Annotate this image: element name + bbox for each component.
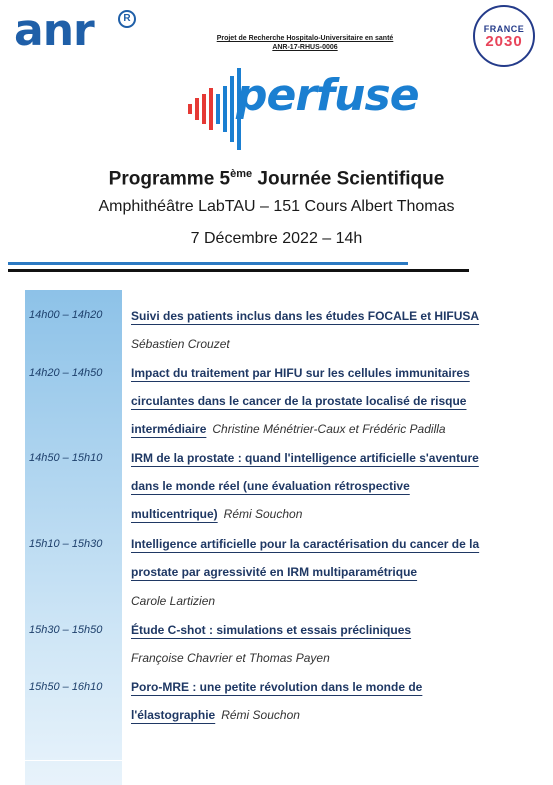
slot-title-line: Étude C-shot : simulations et essais précliniques (131, 623, 412, 637)
program-title-suffix: Journée Scientifique (252, 168, 445, 190)
perfuse-logo (186, 68, 419, 150)
slot-title-line: l'élastographie (131, 708, 216, 722)
divider-blue (8, 262, 408, 265)
slot-title (131, 444, 526, 528)
slot-title-line: multicentrique) (131, 507, 218, 521)
slot-title-line: intermédiaire (131, 422, 207, 436)
slot-title-line: dans le monde réel (une évaluation rétrospective (131, 479, 410, 493)
anr-logo-text: anr (14, 5, 94, 56)
slot-time: 14h20 – 14h50 (29, 367, 103, 379)
event-date: 7 Décembre 2022 – 14h (190, 230, 363, 247)
program-title (0, 168, 553, 190)
slot-time: 14h50 – 15h10 (29, 452, 103, 464)
slot-title-line: circulantes dans le cancer de la prostate localisé de risque (131, 394, 467, 408)
slot-title (131, 359, 526, 443)
slot-title (131, 616, 526, 644)
slot-speaker: Rémi Souchon (221, 708, 300, 722)
france-logo-bottom: 2030 (485, 33, 523, 50)
slot-time: 15h10 – 15h30 (29, 538, 103, 550)
project-title: Projet de Recherche Hospitalo-Universitaire en santé (216, 35, 394, 42)
divider-black (8, 269, 469, 272)
slot-title-line: Poro-MRE : une petite révolution dans le monde de (131, 680, 423, 694)
slot-time: 15h50 – 16h10 (29, 681, 103, 693)
program-title-sup: ème (230, 168, 253, 180)
perfuse-wordmark: perfuse (236, 70, 419, 121)
slot-time: 15h30 – 15h50 (29, 624, 103, 636)
program-title-prefix: Programme 5 (108, 168, 231, 190)
slot-title-line: Suivi des patients inclus dans les études FOCALE et HIFUSA (131, 309, 480, 323)
project-code: ANR-17-RHUS-0006 (272, 44, 338, 51)
slot-title-line: Impact du traitement par HIFU sur les cellules immunitaires (131, 366, 470, 380)
slot-speaker: Christine Ménétrier-Caux et Frédéric Padilla (212, 422, 446, 436)
slot-title (131, 530, 526, 586)
slot-title (131, 673, 526, 729)
france-logo-top: FRANCE (483, 24, 525, 34)
france-2030-logo (473, 5, 535, 67)
slot-speaker: Rémi Souchon (223, 507, 303, 521)
slot-speaker: Françoise Chavrier et Thomas Payen (131, 651, 330, 665)
slot-title (131, 302, 526, 330)
slot-title-line: Intelligence artificielle pour la caractérisation du cancer de la (131, 537, 480, 551)
slot-speaker: Carole Lartizien (131, 594, 216, 608)
slot-title-line: IRM de la prostate : quand l'intelligence artificielle s'aventure (131, 451, 479, 465)
slot-title-line: prostate par agressivité en IRM multiparamétrique (131, 565, 418, 579)
registered-icon: R (118, 10, 136, 28)
anr-logo (14, 5, 144, 56)
time-column-separator (25, 760, 122, 761)
slot-speaker: Sébastien Crouzet (131, 337, 230, 351)
venue: Amphithéâtre LabTAU – 151 Cours Albert Thomas (98, 198, 455, 215)
slot-time: 14h00 – 14h20 (29, 309, 103, 321)
